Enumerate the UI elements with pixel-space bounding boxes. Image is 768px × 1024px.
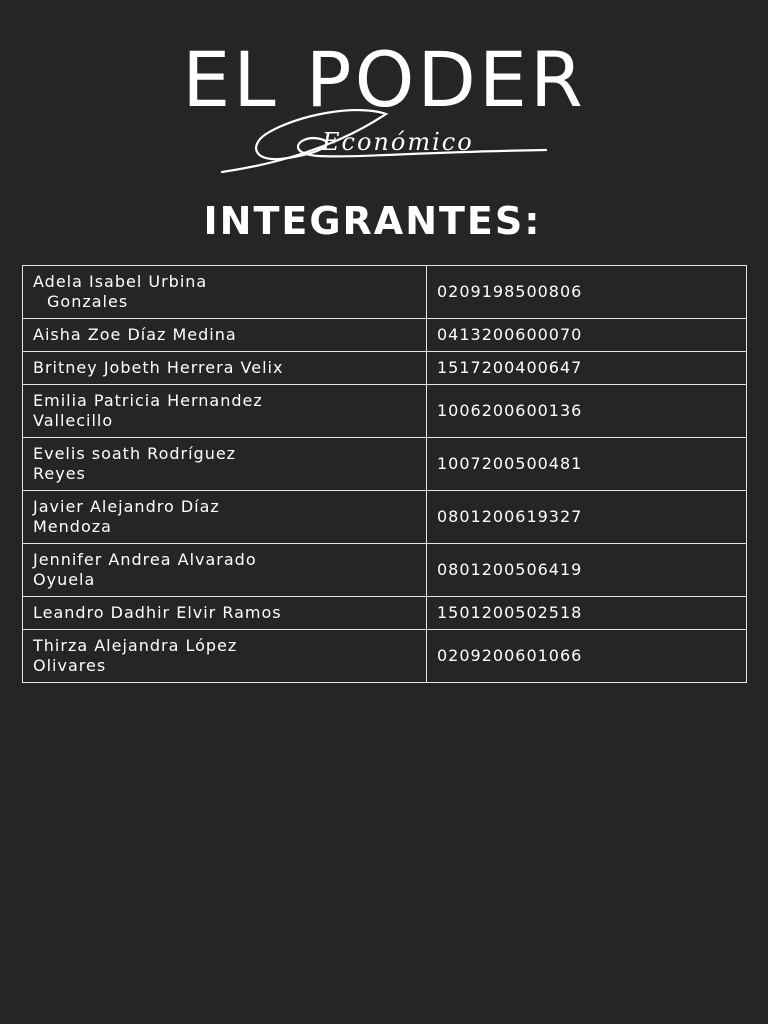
table-row [23,438,747,491]
members-table [22,265,747,683]
title-script [218,94,558,184]
script-text: Económico [322,128,474,156]
table-row [23,385,747,438]
member-name: Leandro Dadhir Elvir Ramos [23,597,427,630]
table-row [23,491,747,544]
member-name: Javier Alejandro Díaz Mendoza [23,491,427,544]
member-id: 0801200619327 [427,491,747,544]
member-id: 1501200502518 [427,597,747,630]
member-id: 0209198500806 [427,266,747,319]
member-name: Britney Jobeth Herrera Velix [23,352,427,385]
member-name: Adela Isabel Urbina Gonzales [23,266,427,319]
table-row [23,319,747,352]
table-row [23,597,747,630]
table-row [23,352,747,385]
member-id: 0801200506419 [427,544,747,597]
member-id: 1007200500481 [427,438,747,491]
member-name: Emilia Patricia Hernandez Vallecillo [23,385,427,438]
member-id: 0209200601066 [427,630,747,683]
member-name: Thirza Alejandra López Olivares [23,630,427,683]
member-name: Jennifer Andrea Alvarado Oyuela [23,544,427,597]
table-row [23,630,747,683]
member-name: Evelis soath Rodríguez Reyes [23,438,427,491]
members-heading: INTEGRANTES: [203,199,542,243]
title-logo [0,36,768,186]
title-main: EL PODER [182,35,586,124]
member-id: 1006200600136 [427,385,747,438]
member-name: Aisha Zoe Díaz Medina [23,319,427,352]
member-id: 0413200600070 [427,319,747,352]
table-row [23,544,747,597]
table-row [23,266,747,319]
member-id: 1517200400647 [427,352,747,385]
